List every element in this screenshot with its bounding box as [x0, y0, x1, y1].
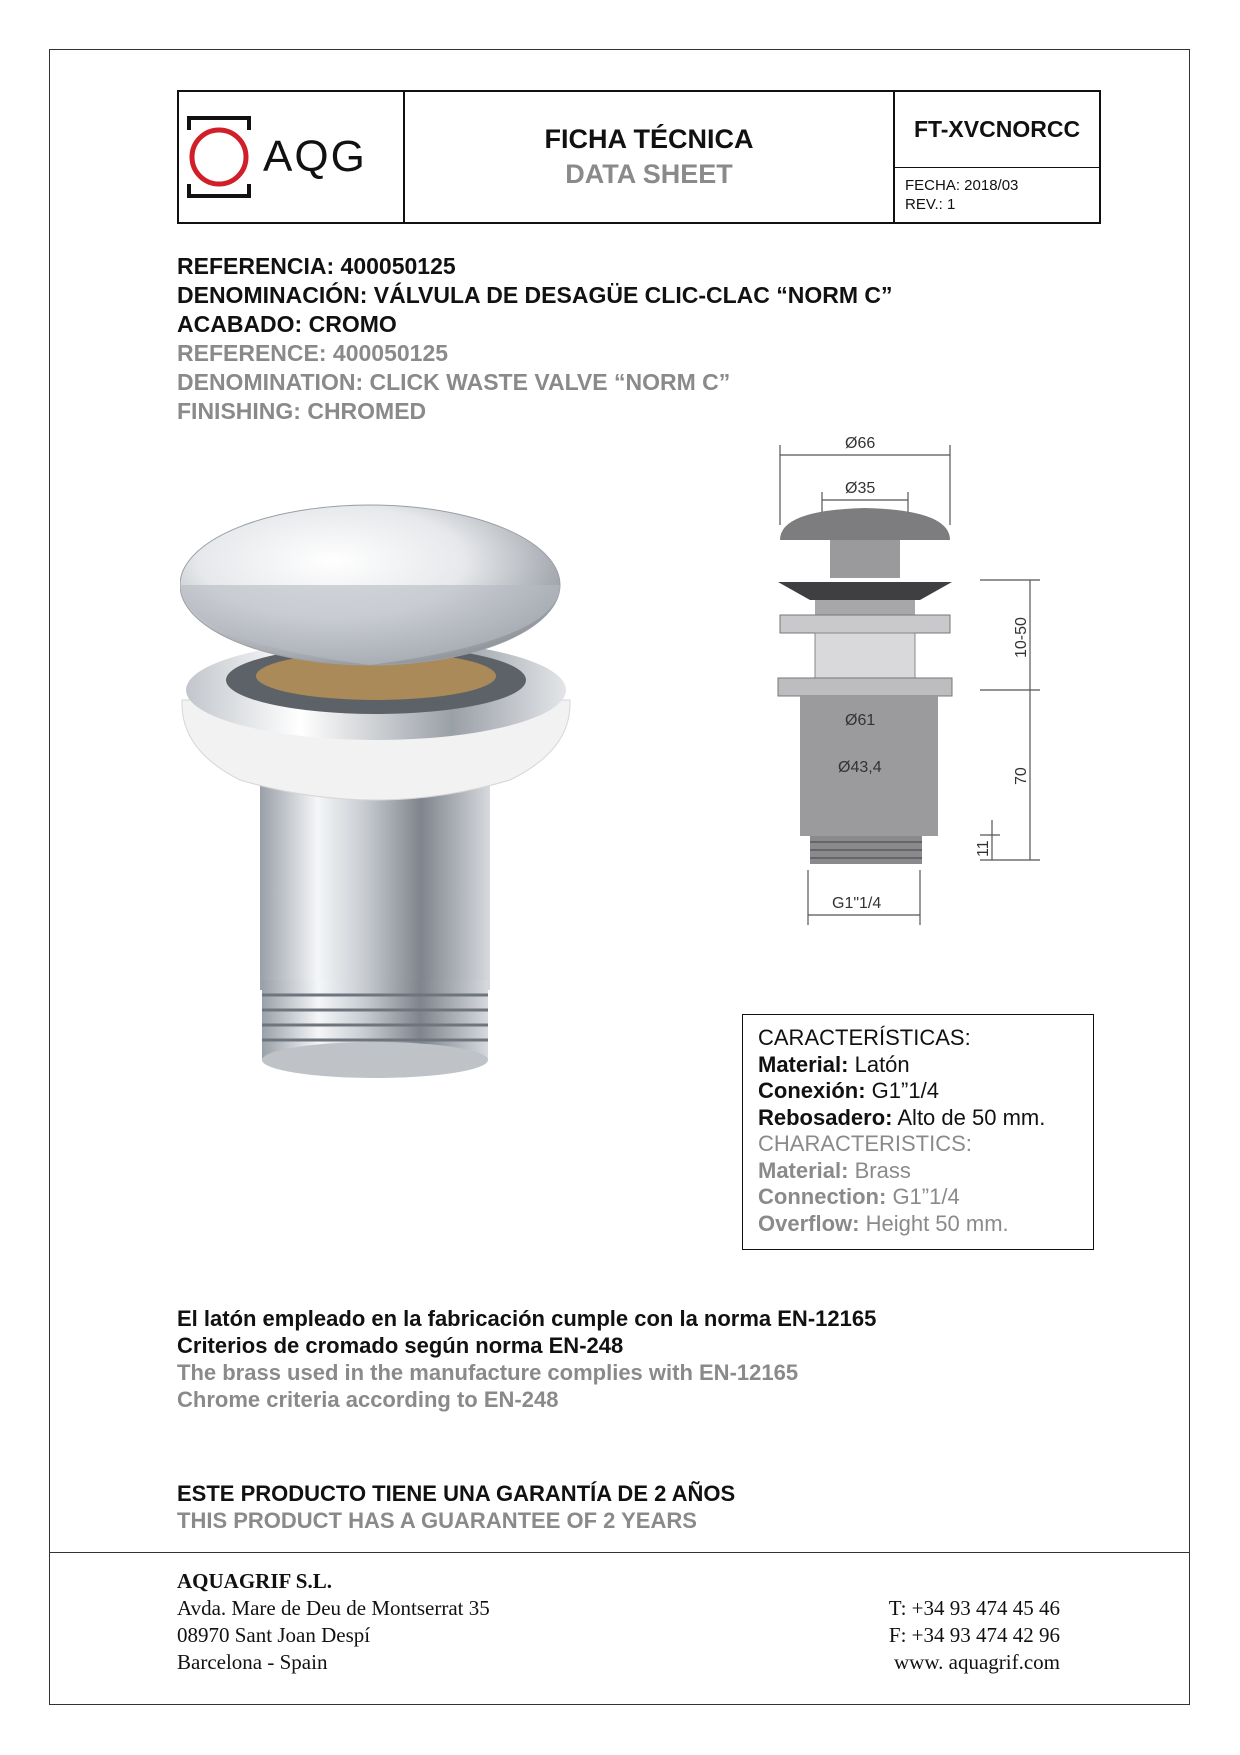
website-link[interactable]: www. aquagrif.com — [893, 1650, 1060, 1674]
title-en: DATA SHEET — [565, 159, 733, 189]
logo-text: AQG — [263, 132, 367, 181]
warranty-es: ESTE PRODUCTO TIENE UNA GARANTÍA DE 2 AÑOS — [177, 1481, 736, 1506]
address-line-1: Avda. Mare de Deu de Montserrat 35 — [177, 1596, 490, 1620]
reference-en: REFERENCE: 400050125 — [177, 340, 449, 366]
norm-brass-en: The brass used in the manufacture complies with EN-12165 — [177, 1360, 799, 1385]
norm-chrome-en: Chrome criteria according to EN-248 — [177, 1387, 559, 1412]
dim-66: Ø66 — [845, 435, 876, 452]
thread-icon — [262, 980, 488, 1078]
reference-block — [177, 252, 893, 426]
warranty-en: THIS PRODUCT HAS A GUARANTEE OF 2 YEARS — [177, 1508, 697, 1533]
document-date: FECHA: 2018/03 — [905, 177, 1019, 194]
footer-address — [177, 1568, 490, 1676]
address-line-3: Barcelona - Spain — [177, 1650, 328, 1674]
denomination-es: DENOMINACIÓN: VÁLVULA DE DESAGÜE CLIC-CLAC “NORM C” — [177, 282, 893, 308]
phone-number: T: +34 93 474 45 46 — [888, 1596, 1060, 1620]
dim-thread: G1"1/4 — [832, 895, 882, 912]
connection-es: Conexión: G1”1/4 — [758, 1078, 939, 1103]
norm-chrome-es: Criterios de cromado según norma EN-248 — [177, 1333, 624, 1358]
document-code: FT-XVCNORCC — [895, 92, 1099, 168]
denomination-en: DENOMINATION: CLICK WASTE VALVE “NORM C” — [177, 369, 731, 395]
characteristics-box — [742, 1014, 1094, 1250]
technical-drawing — [770, 430, 1070, 930]
dim-10-50: 10-50 — [1013, 617, 1030, 658]
material-es: Material: Latón — [758, 1051, 910, 1077]
logo-cell — [179, 92, 405, 222]
dim-61: Ø61 — [845, 712, 876, 729]
code-cell — [895, 92, 1099, 222]
title-es: FICHA TÉCNICA — [544, 124, 754, 154]
material-en: Material: Brass — [758, 1157, 911, 1183]
dim-11: 11 — [975, 840, 992, 857]
dim-70: 70 — [1013, 767, 1030, 785]
header-table — [177, 90, 1101, 224]
document-revision: REV.: 1 — [905, 196, 956, 213]
overflow-es: Rebosadero: Alto de 50 mm. — [758, 1104, 1046, 1130]
company-name: AQUAGRIF S.L. — [177, 1569, 332, 1593]
dim-35: Ø35 — [845, 480, 876, 497]
warranty-block — [177, 1480, 735, 1534]
overflow-en: Overflow: Height 50 mm. — [758, 1210, 1009, 1236]
footer-divider — [49, 1552, 1190, 1553]
dim-43: Ø43,4 — [838, 759, 882, 776]
norms-block — [177, 1305, 876, 1413]
finish-en: FINISHING: CHROMED — [177, 398, 427, 424]
fax-number: F: +34 93 474 42 96 — [888, 1623, 1060, 1647]
norm-brass-es: El latón empleado en la fabricación cumple con la norma EN-12165 — [177, 1306, 877, 1331]
title-cell — [405, 92, 895, 222]
characteristics-title-es: CARACTERÍSTICAS: — [758, 1025, 971, 1050]
finish-es: ACABADO: CROMO — [177, 311, 397, 337]
address-line-2: 08970 Sant Joan Despí — [177, 1623, 371, 1647]
product-photo — [180, 490, 580, 1090]
footer-contact — [889, 1595, 1060, 1676]
characteristics-title-en: CHARACTERISTICS: — [758, 1131, 972, 1156]
document-meta — [895, 168, 1099, 222]
reference-es: REFERENCIA: 400050125 — [177, 253, 456, 279]
connection-en: Connection: G1”1/4 — [758, 1184, 960, 1209]
